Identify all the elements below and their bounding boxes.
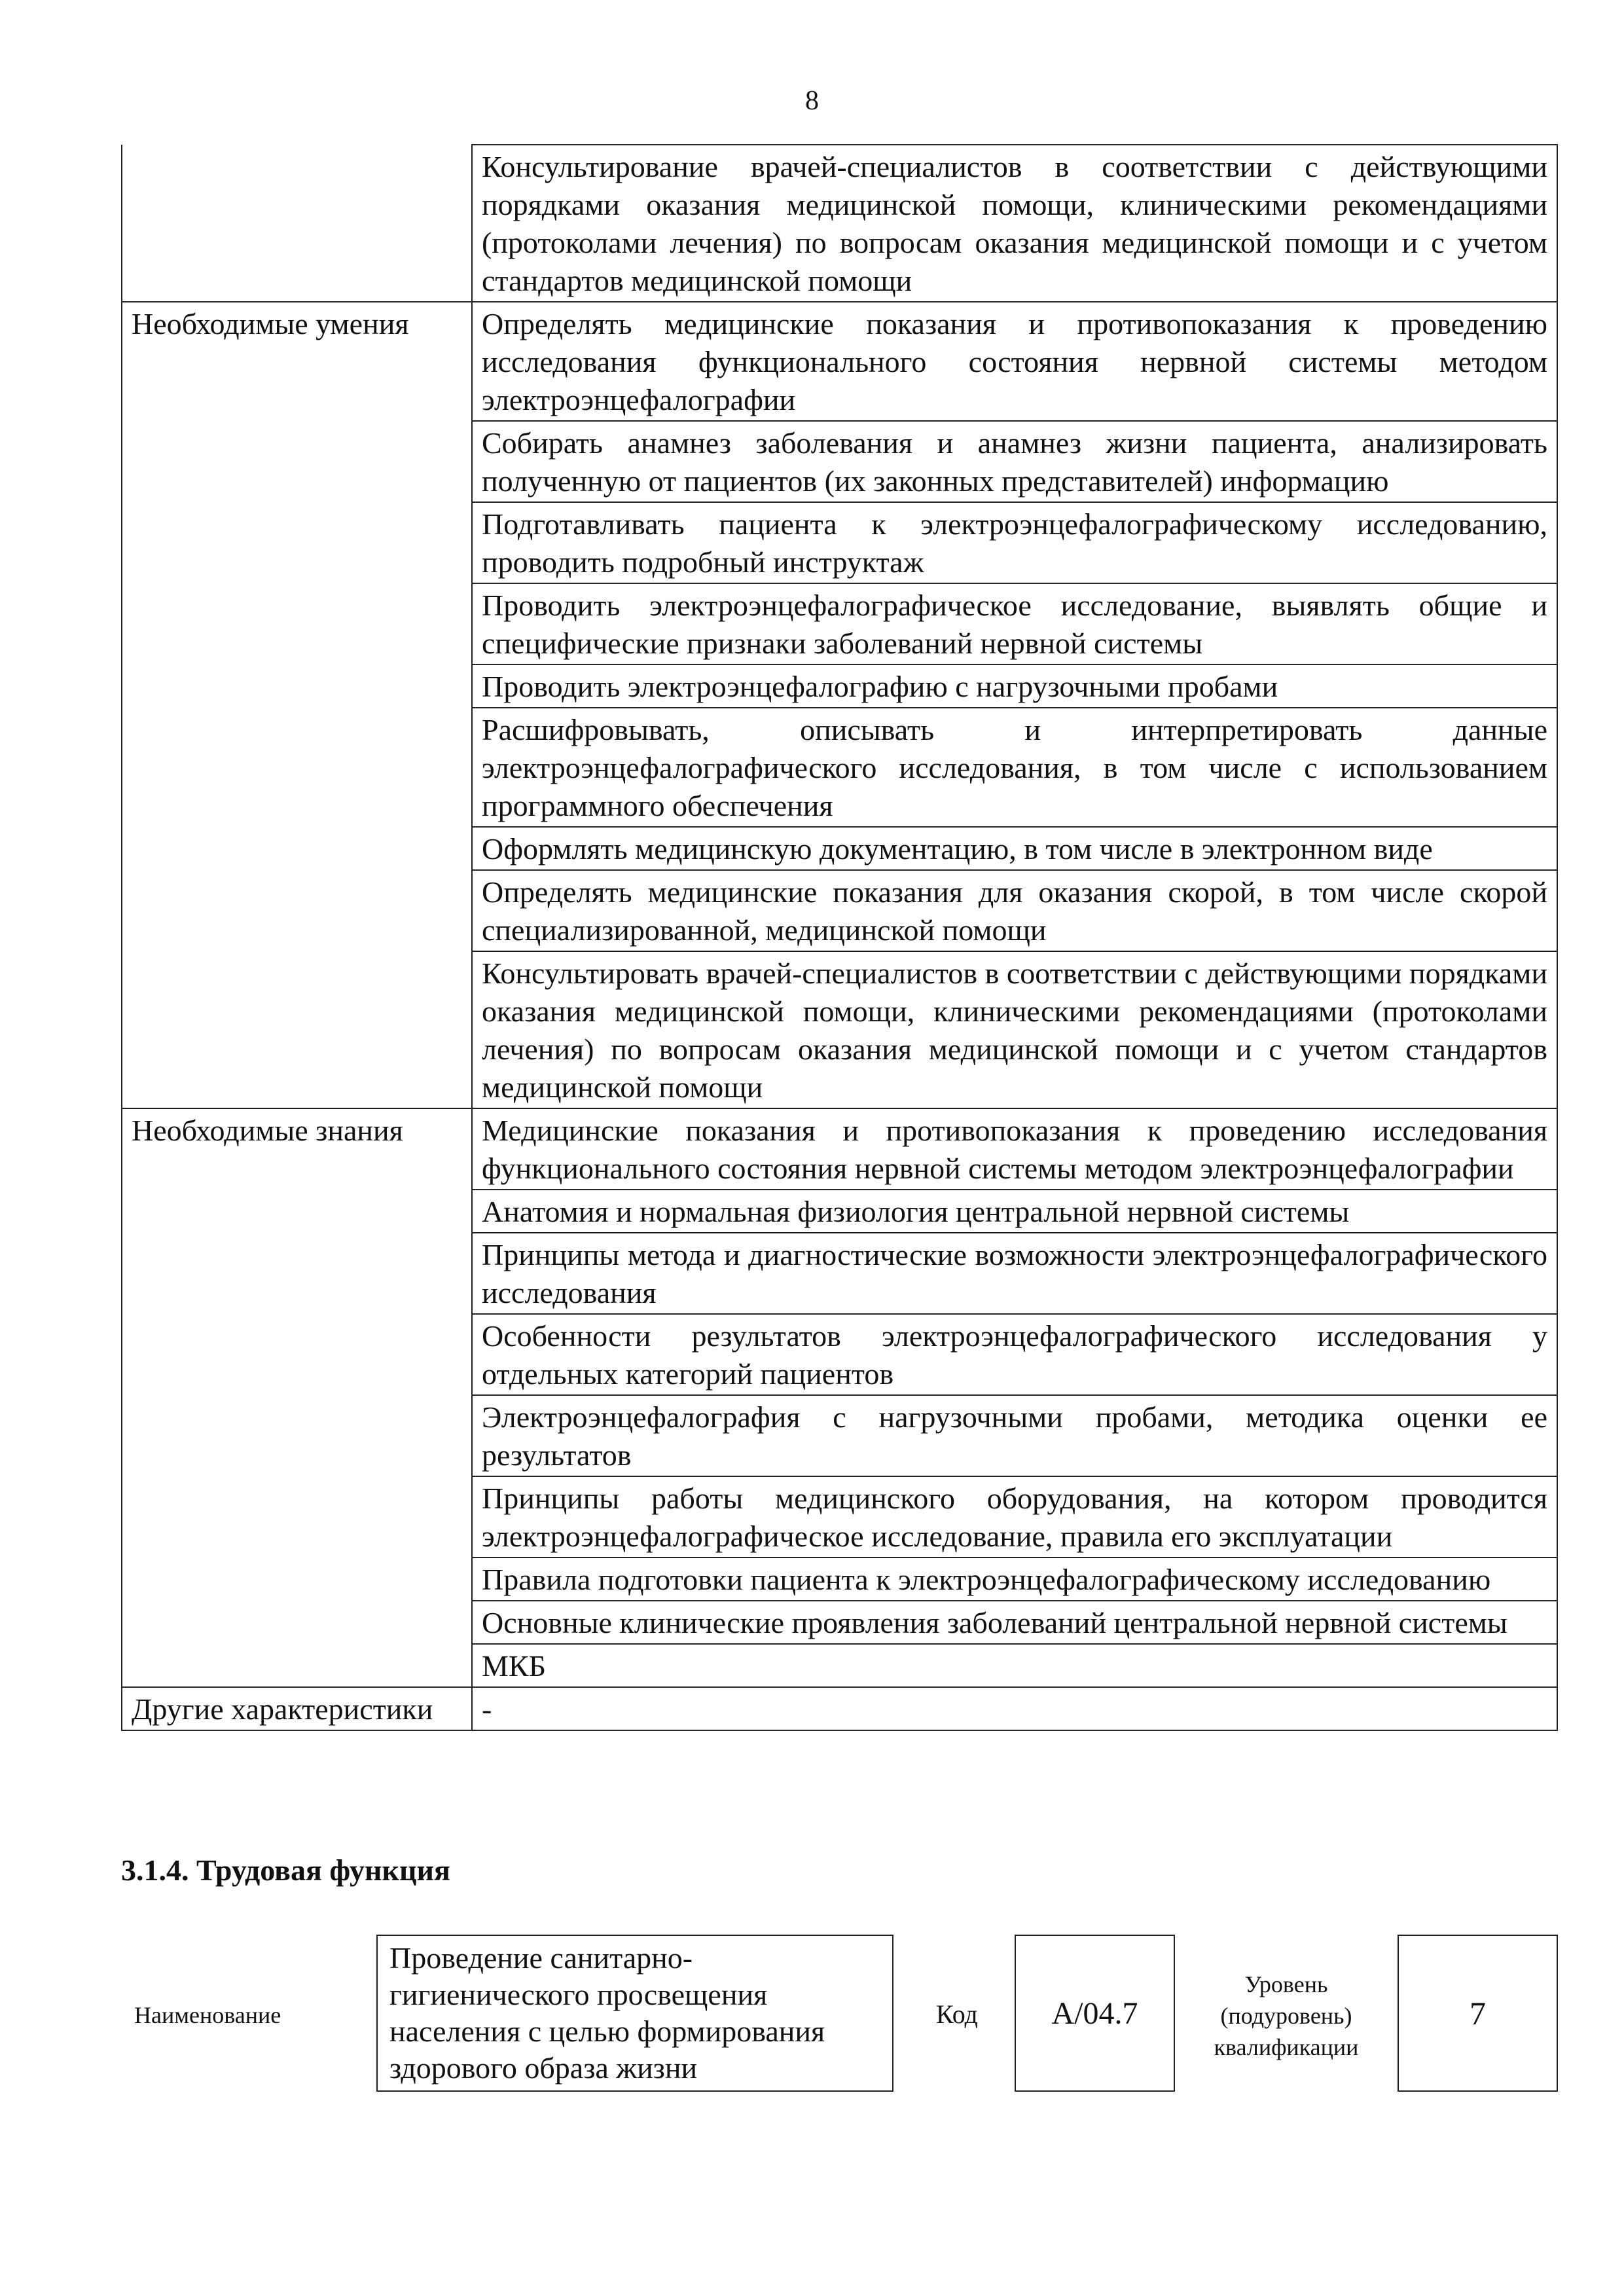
row-label-cell xyxy=(122,951,472,1108)
row-label-cell xyxy=(122,1395,472,1476)
competency-table xyxy=(121,144,1558,1731)
item-text-cell: Расшифровывать, описывать и интерпретировать данные электроэнцефалографического исследования, в том числе с использованием программного обеспечения xyxy=(472,708,1557,827)
row-label-cell xyxy=(122,302,472,421)
labor-function-row xyxy=(121,1935,1558,2092)
row-label-cell xyxy=(122,1233,472,1314)
table-row xyxy=(122,421,1557,502)
page-number: 8 xyxy=(805,86,819,116)
row-label-cell xyxy=(122,1190,472,1233)
item-text-cell: - xyxy=(472,1687,1557,1730)
row-label-cell xyxy=(122,145,472,302)
row-label-cell xyxy=(122,421,472,502)
row-label-cell xyxy=(122,1108,472,1190)
table-row xyxy=(122,1233,1557,1314)
row-label-cell xyxy=(122,1476,472,1558)
item-text-cell: Правила подготовки пациента к электроэнцефалографическому исследованию xyxy=(472,1558,1557,1601)
table-row xyxy=(122,1314,1557,1395)
item-text-cell: Консультирование врачей-специалистов в соответствии с действующими порядками оказания медицинской помощи, клиническими рекомендациями (протоколами лечения) по вопросам оказания медицинской помощи и с учетом стандартов медицинской помощи xyxy=(472,145,1557,302)
name-label: Наименование xyxy=(134,2002,281,2028)
code-value-box: А/04.7 xyxy=(1015,1935,1175,2092)
item-text-cell: Особенности результатов электроэнцефалографического исследования у отдельных категорий пациентов xyxy=(472,1314,1557,1395)
item-text-cell: Основные клинические проявления заболеваний центральной нервной системы xyxy=(472,1601,1557,1644)
row-label-cell xyxy=(122,1601,472,1644)
item-text-cell: Электроэнцефалография с нагрузочными пробами, методика оценки ее результатов xyxy=(472,1395,1557,1476)
group-label: Необходимые знания xyxy=(132,1114,403,1147)
item-text-cell: Проводить электроэнцефалографию с нагрузочными пробами xyxy=(472,665,1557,708)
table-row xyxy=(122,708,1557,827)
row-label-cell xyxy=(122,1644,472,1687)
table-row xyxy=(122,1395,1557,1476)
row-label-cell xyxy=(122,870,472,951)
row-label-cell xyxy=(122,665,472,708)
item-text-cell: Собирать анамнез заболевания и анамнез жизни пациента, анализировать полученную от пациентов (их законных представителей) информацию xyxy=(472,421,1557,502)
row-label-cell xyxy=(122,708,472,827)
table-row xyxy=(122,1687,1557,1730)
item-text-cell: МКБ xyxy=(472,1644,1557,1687)
qualification-level-box: 7 xyxy=(1398,1935,1558,2092)
table-row xyxy=(122,502,1557,583)
item-text-cell: Анатомия и нормальная физиология центральной нервной системы xyxy=(472,1190,1557,1233)
table-row xyxy=(122,1476,1557,1558)
row-label-cell xyxy=(122,502,472,583)
code-label: Код xyxy=(936,1999,978,2029)
group-label: Другие характеристики xyxy=(132,1692,433,1726)
item-text-cell: Подготавливать пациента к электроэнцефалографическому исследованию, проводить подробный инструктаж xyxy=(472,502,1557,583)
table-row xyxy=(122,1108,1557,1190)
item-text-cell: Принципы метода и диагностические возможности электроэнцефалографического исследования xyxy=(472,1233,1557,1314)
table-row xyxy=(122,1601,1557,1644)
item-text-cell: Проводить электроэнцефалографическое исследование, выявлять общие и специфические признаки заболеваний нервной системы xyxy=(472,583,1557,665)
item-text-cell: Принципы работы медицинского оборудования, на котором проводится электроэнцефалографическое исследование, правила его эксплуатации xyxy=(472,1476,1557,1558)
table-row xyxy=(122,1190,1557,1233)
table-row xyxy=(122,302,1557,421)
row-label-cell xyxy=(122,1558,472,1601)
table-row xyxy=(122,951,1557,1108)
table-row xyxy=(122,827,1557,870)
row-label-cell xyxy=(122,583,472,665)
name-value-box: Проведение санитарно-гигиенического просвещения населения с целью формирования здорового образа жизни xyxy=(376,1935,893,2092)
qualification-level-label: Уровень (подуровень) квалификации xyxy=(1214,1971,1359,2060)
table-row xyxy=(122,145,1557,302)
item-text-cell: Определять медицинские показания для оказания скорой, в том числе скорой специализированной, медицинской помощи xyxy=(472,870,1557,951)
item-text-cell: Консультировать врачей-специалистов в соответствии с действующими порядками оказания медицинской помощи, клиническими рекомендациями (протоколами лечения) по вопросам оказания медицинской помощи и с учетом стандартов медицинской помощи xyxy=(472,951,1557,1108)
item-text-cell: Медицинские показания и противопоказания к проведению исследования функционального состояния нервной системы методом электроэнцефалографии xyxy=(472,1108,1557,1190)
group-label: Необходимые умения xyxy=(132,307,409,340)
table-row xyxy=(122,1558,1557,1601)
row-label-cell xyxy=(122,1314,472,1395)
table-row xyxy=(122,665,1557,708)
table-row xyxy=(122,870,1557,951)
table-row xyxy=(122,583,1557,665)
item-text-cell: Оформлять медицинскую документацию, в том числе в электронном виде xyxy=(472,827,1557,870)
row-label-cell xyxy=(122,827,472,870)
section-heading: 3.1.4. Трудовая функция xyxy=(121,1853,450,1887)
table-row xyxy=(122,1644,1557,1687)
item-text-cell: Определять медицинские показания и противопоказания к проведению исследования функционального состояния нервной системы методом электроэнцефалографии xyxy=(472,302,1557,421)
row-label-cell xyxy=(122,1687,472,1730)
